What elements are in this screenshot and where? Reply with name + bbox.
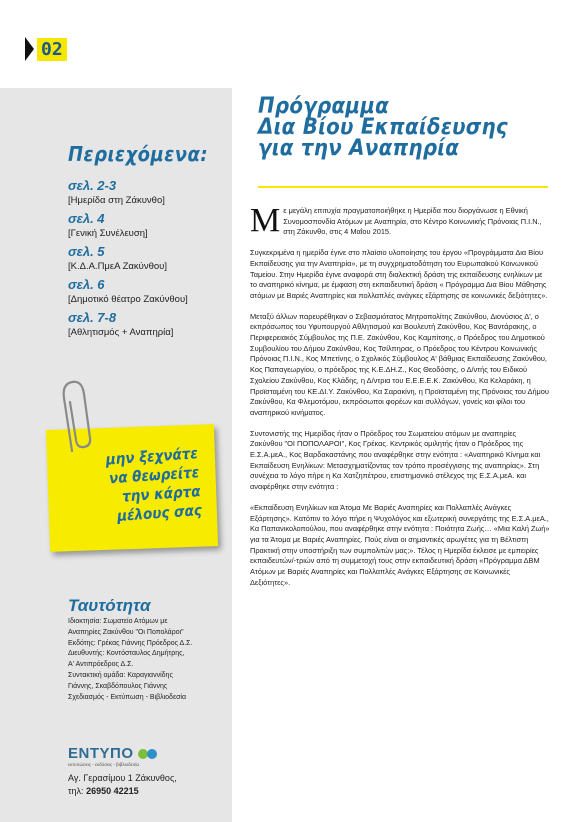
toc-description: [Ημερίδα στη Ζάκυνθο]: [68, 195, 165, 206]
identity-title: Ταυτότητα: [68, 596, 151, 615]
sticky-line: μέλους σας: [116, 501, 203, 525]
toc-description: [Αθλητισμός + Αναπηρία]: [68, 327, 174, 338]
toc-page-ref: σελ. 5: [68, 244, 105, 259]
toc-page-ref: σελ. 6: [68, 277, 105, 292]
title-line: Πρόγραμμα: [258, 94, 390, 119]
printer-logo: [68, 745, 159, 762]
page-number-badge: [25, 36, 69, 62]
toc-item: [68, 310, 228, 339]
article-paragraph: Συντονιστής της Ημερίδας ήταν ο Πρόεδρος του Σωματείου ατόμων με αναπηρίες Ζακύνθου "ΟΙ ΠΟΠΟΛΑΡΟΙ", Κος Γρέκας. Κεντρικός ομιλητής ήταν ο Πρόεδρος της Ε.Σ.Α.μεΑ., Κος Βαρδακαστάνης που αναφέρθηκε στην ενότητα : «Αναπηρικό Κίνημα και Εκπαίδευση Ενηλίκων: Μετασχηματίζοντας τον τρόπο προσέγγισης της αναπηρίας». Στη συνέχεια το λόγο πήρε η Κα Χατζηπέτρου, επιστημονικό στέλεχος της Ε.Σ.Α.μεΑ. και αναφέρθηκε στην ενότητα :: [250, 428, 541, 492]
identity-line: Ιδιοκτησία: Σωματείο Ατόμων με: [68, 618, 168, 625]
toc-item: [68, 277, 228, 306]
sticky-note-text: [52, 444, 202, 530]
toc-item: [68, 244, 228, 273]
contact-block: [68, 772, 177, 798]
sticky-line: την κάρτα: [121, 482, 202, 506]
phone-label: τηλ:: [68, 786, 87, 796]
toc-title: Περιεχόμενα:: [68, 142, 209, 166]
article-paragraph: «Εκπαίδευση Ενηλίκων και Άτομα Με Βαριές Αναπηρίες και Πολλαπλές Ανάγκες Εξάρτησης». Κατόπιν το λόγο πήρε η Ψυχολόγος και εξωτερική συνεργάτης της Ε.Σ.Α.μεΑ., Κα Παπανικολοπούλου, που αναφέρθηκε στην ενότητα : Ποιότητα Ζωής… «Μια Καλή Ζωή» για τα Άτομα με Βαριές Αναπηρίες. Πούς είναι οι σημαντικές αρωγέτες για τη Βέλτιστη Πρακτική στην υποστήριξη των συμπολιτών μας;». Τέλος η Ημερίδα έκλεισε με εμπειρίες εκπαιδευτών/-τριών από τη συμμετοχή τους στην εκπαιδευτική δράση «Πρόγραμμα ΔΒΜ Ατόμων με Βαριές Αναπηρίες και Πολλαπλές Ανάγκες Εξάρτησης σε Κοινωνικές Δεξιότητες».: [250, 502, 550, 587]
article-title: [258, 96, 548, 159]
table-of-contents: [68, 178, 228, 343]
toc-item: [68, 178, 228, 207]
toc-page-ref: σελ. 7-8: [68, 310, 117, 325]
identity-line: Διευθυντής: Κοντόσταυλος Δημήτρης,: [68, 650, 185, 658]
article-paragraph: Με μεγάλη επιτυχία πραγματοποιήθηκε η Ημερίδα που διοργάνωσε η Εθνική Συνομοσπονδία Ατόμων με Αναπηρία, στο Κέντρο Κοινωνικής Πρόνοιας Π.Ι.Ν., στη Ζάκυνθο, στις 4 Μαΐου 2015.: [250, 202, 542, 239]
identity-line: Σχεδιασμός - Εκτύπωση - Βιβλιοδεσία: [68, 693, 186, 701]
address: Αγ. Γερασίμου 1 Ζάκυνθος,: [68, 773, 177, 783]
title-line: Δια Βίου Εκπαίδευσης: [258, 115, 508, 140]
logo-subtitle: εκτυπώσεις - εκδόσεις - βιβλιοδεσία: [68, 762, 139, 767]
identity-line: Γιάννης, Σκαβδόπουλος Γιάννης: [68, 682, 168, 690]
sticky-line: μην ξεχνάτε: [105, 444, 199, 469]
phone: [68, 785, 177, 798]
phone-number: 26950 42215: [86, 786, 139, 796]
toc-page-ref: σελ. 2-3: [68, 178, 117, 193]
toc-page-ref: σελ. 4: [68, 211, 105, 226]
article-body: [250, 202, 550, 599]
drop-cap: Μ: [250, 202, 281, 239]
article-paragraph: Μεταξύ άλλων παρευρέθηκαν ο Σεβασμιότατος Μητροπολίτης Ζακύνθου, Διονύσιος Δ', ο εκπρόσωπος του Υφυπουργού Αθλητισμού και Βουλευτή Ζακύνθου, Κος Βαντάρακης, ο Περιφερειακός Σύμβουλος της Π.Ε. Ζακύνθου, Κος Καμπίτσης, ο Πρόεδρος του Δημοτικού Συμβουλίου του Δήμου Ζακύνθου, Κος Τσίλπηρας, ο Πρόεδρος του Κέντρου Κοινωνικής Πρόνοιας Π.Ι.Ν., Κος Μπετίνης, ο Σχολικός Σύμβουλος Α' βάθμιας Εκπαίδευσης Ζακύνθου, Κος Παπαγεωργίου, ο πρόεδρος της Κ.Ε.ΔΗ.Ζ., Κος Θεοδόσης, ο Δ/ντής του Ειδικού Σχολείου Ζακύνθου, Κος Κλάδης, η Δ/ντρια του Ε.Ε.Ε.Ε.Κ. Ζακύνθου, Κα Κελαράκη, η Προϊσταμένη του ΚΕ.ΔΙ.Υ. Ζακύνθου, Κα Σαρακίνη, η Προϊσταμένη της Πρόνοιας του Δήμου Ζακύνθου, Κα Φλεμοτόμου, εκπρόσωποι φορέων και συλλόγων, γονείς και φίλοι του αναπηρικού κινήματος.: [250, 311, 549, 417]
identity-line: Εκδότης: Γρέκας Γιάννης Πρόεδρος Δ.Σ.: [68, 639, 193, 647]
paperclip-icon: [58, 376, 98, 456]
sticky-line: να θεωρείτε: [108, 463, 200, 488]
arrow-icon: [25, 37, 34, 61]
toc-item: [68, 211, 228, 240]
identity-line: Συντακτική ομάδα: Καραγιαννίδης: [68, 671, 173, 679]
identity-line: Α' Αντιπρόεδρος Δ.Σ.: [68, 661, 134, 669]
page-number: 02: [37, 38, 67, 61]
identity-block: [68, 617, 230, 703]
title-underline: [258, 186, 548, 188]
toc-description: [Κ.Δ.Α.ΠμεΑ Ζακύνθου]: [68, 261, 167, 272]
logo-text: ΕΝΤΥΠΟ: [68, 745, 134, 762]
identity-line: Αναπηρίες Ζακύνθου "Οι Ποπολάροι": [68, 628, 184, 636]
toc-description: [Γενική Συνέλευση]: [68, 228, 148, 239]
article-paragraph: Συγκεκριμένα η ημερίδα έγινε στο πλαίσιο υλοποίησης του έργου «Προγράμματα Δια Βίου Εκπαίδευσης για την Αναπηρία», με τη συγχρηματοδότηση του Ευρωπαϊκού Κοινωνικού Ταμείου. Στην Ημερίδα έγινε αναφορά στη διαλεκτική δράση της εκπαίδευσης ενηλίκων με το αναπηρικό κίνημα, με έμφαση στη εκπαιδευτική δράση « Πρόγραμμα Δια Βίου Μάθησης ατόμων με Βαριές Αναπηρίες και πολλαπλές ανάγκες εξάρτησης σε κοινωνικές δεξιότητες».: [250, 248, 548, 300]
logo-mark-icon: [137, 747, 159, 761]
title-line: για την Αναπηρία: [258, 136, 460, 161]
toc-description: [Δημοτικό θέατρο Ζακύνθου]: [68, 294, 188, 305]
